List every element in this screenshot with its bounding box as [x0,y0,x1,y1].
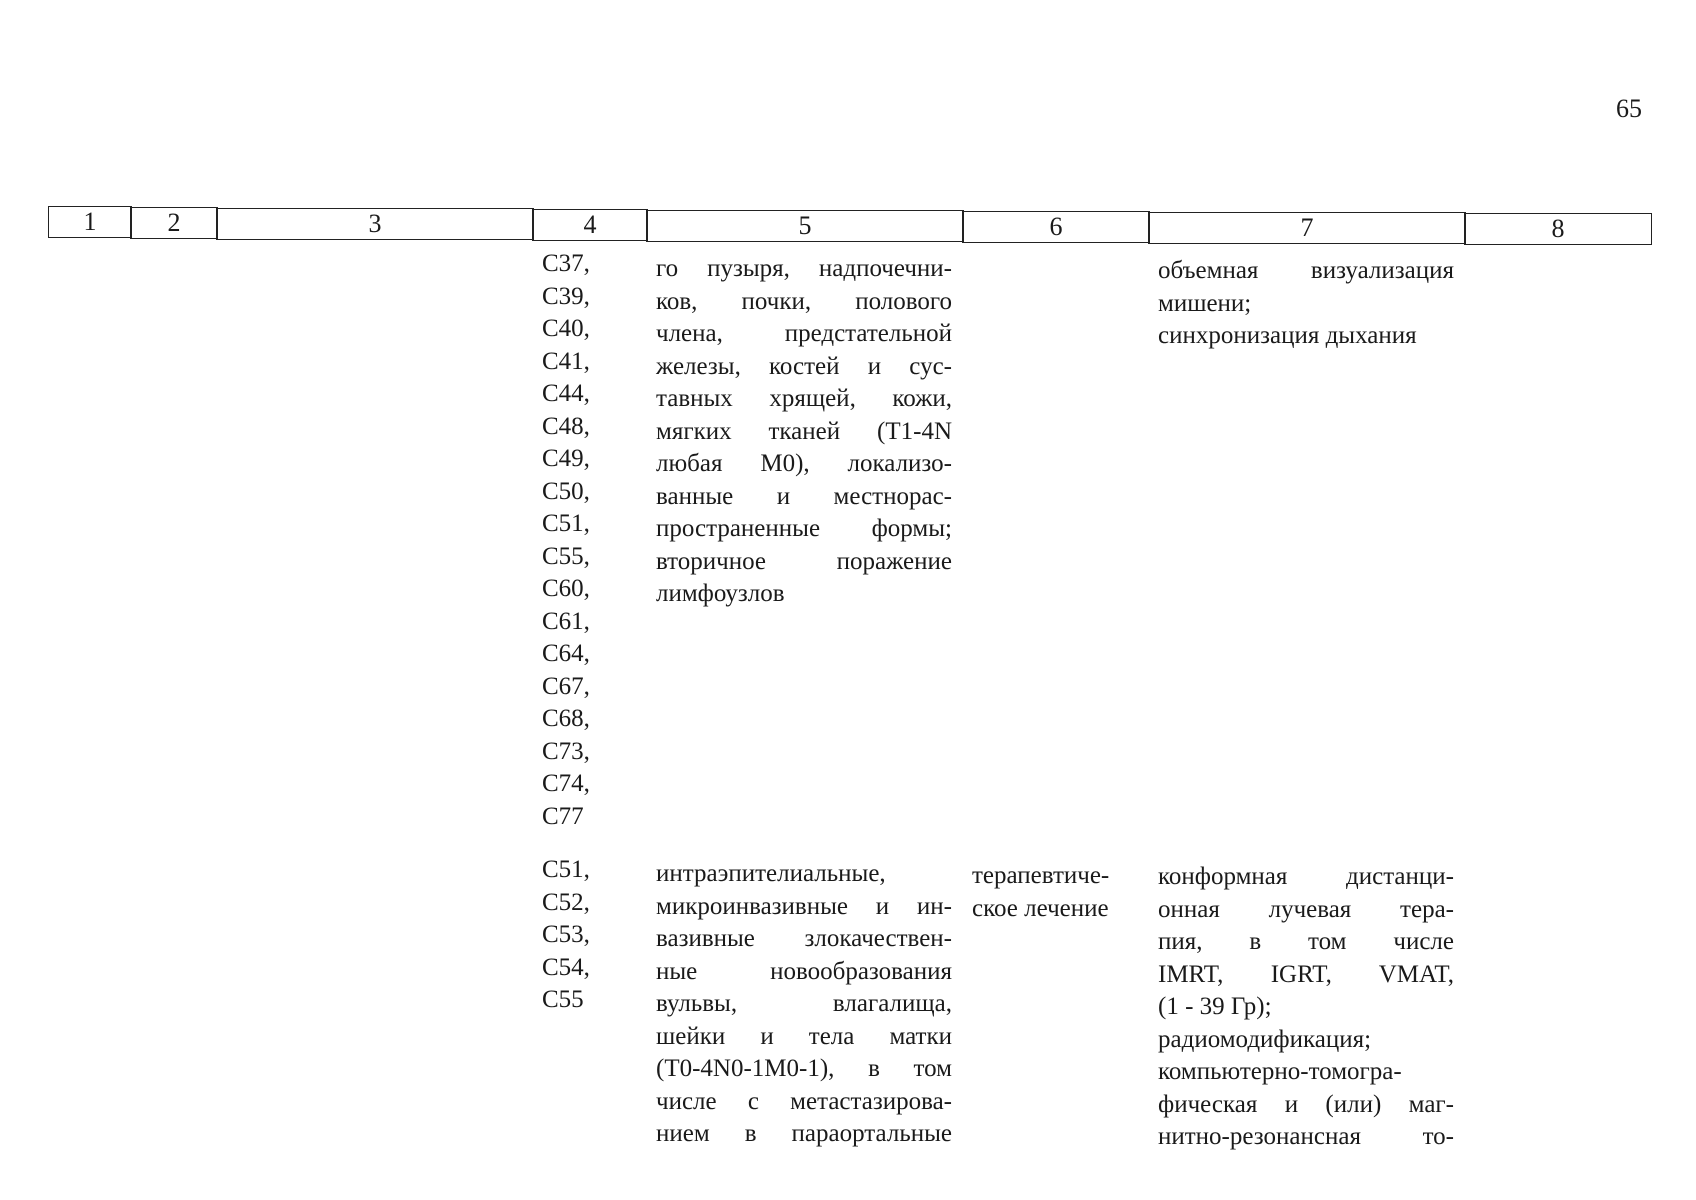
method-line: объемная визуализация [1158,257,1454,284]
method-line: онная лучевая тера- [1158,895,1454,923]
header-cell-1: 1 [48,206,132,238]
description-line: вазивные злокачествен- [656,925,952,952]
description-line: тавных хрящей, кожи, [656,385,952,412]
description-line: нием в параортальные [656,1120,952,1147]
code-item: C77 [542,802,584,830]
description-line: (T0-4N0-1M0-1), в том [656,1055,952,1082]
method-line: (1 - 39 Гр); [1158,993,1272,1020]
method-line: IMRT, IGRT, VMAT, [1158,960,1454,988]
method-line: фическая и (или) маг- [1158,1090,1454,1118]
header-cell-4: 4 [532,209,648,241]
description-line: микроинвазивные и ин- [656,892,952,920]
description-line: вторичное поражение [656,547,952,575]
code-item: C53, [542,921,590,948]
method-line: радиомодификация; [1158,1025,1372,1053]
description-line: ков, почки, полового [656,287,952,315]
code-item: C37, [542,250,590,277]
method-line: мишени; [1158,289,1252,317]
description-line: ные новообразования [656,957,952,985]
code-item: C74, [542,770,590,797]
description-line: интраэпителиальные, [656,860,886,887]
description-line: ванные и местнорас- [656,482,952,510]
treatment-line: терапевтиче- [972,862,1110,889]
code-item: C51, [542,510,590,537]
header-cell-7: 7 [1148,212,1466,244]
code-item: C44, [542,380,590,407]
description-line: числе с метастазирова- [656,1087,952,1115]
row1-method [1158,255,1454,353]
code-item: C61, [542,607,590,635]
method-line: пия, в том числе [1158,928,1454,955]
row2-method [1158,861,1454,1154]
header-cell-8: 8 [1464,213,1652,245]
row2-treatment [972,860,1136,925]
row2-description [656,858,952,1151]
code-item: C40, [542,315,590,342]
method-line: конформная дистанци- [1158,863,1454,890]
method-line: нитно-резонансная то- [1158,1123,1454,1150]
treatment-line: ское лечение [972,894,1109,922]
code-item: C54, [542,953,590,981]
code-item: C68, [542,705,590,732]
description-line: шейки и тела матки [656,1022,952,1050]
code-item: C73, [542,737,590,765]
description-line: любая М0), локализо- [656,450,952,477]
code-item: C50, [542,477,590,505]
table-header-row [48,206,1652,242]
code-item: C67, [542,672,590,700]
row1-description [656,253,952,611]
page-number: 65 [1616,94,1642,123]
code-item: C55 [542,986,584,1013]
code-item: C60, [542,575,590,602]
description-line: вульвы, влагалища, [656,990,952,1017]
header-cell-5: 5 [646,210,964,242]
description-line: лимфоузлов [656,580,785,607]
description-line: го пузыря, надпочечни- [656,255,952,282]
header-cell-2: 2 [130,207,218,239]
method-line: синхронизация дыхания [1158,322,1417,349]
code-item: C49, [542,445,590,472]
code-item: C48, [542,412,590,440]
code-item: C51, [542,856,590,883]
code-item: C55, [542,542,590,570]
method-line: компьютерно-томогра- [1158,1058,1402,1085]
header-cell-6: 6 [962,211,1150,243]
description-line: железы, костей и сус- [656,352,952,380]
code-item: C64, [542,640,590,667]
description-line: члена, предстательной [656,320,952,347]
description-line: пространенные формы; [656,515,952,542]
code-item: C39, [542,282,590,310]
row1-codes [542,248,622,833]
header-cell-3: 3 [216,208,534,240]
row2-codes [542,854,622,1017]
code-item: C41, [542,347,590,375]
description-line: мягких тканей (Т1-4N [656,417,952,445]
code-item: C52, [542,888,590,916]
